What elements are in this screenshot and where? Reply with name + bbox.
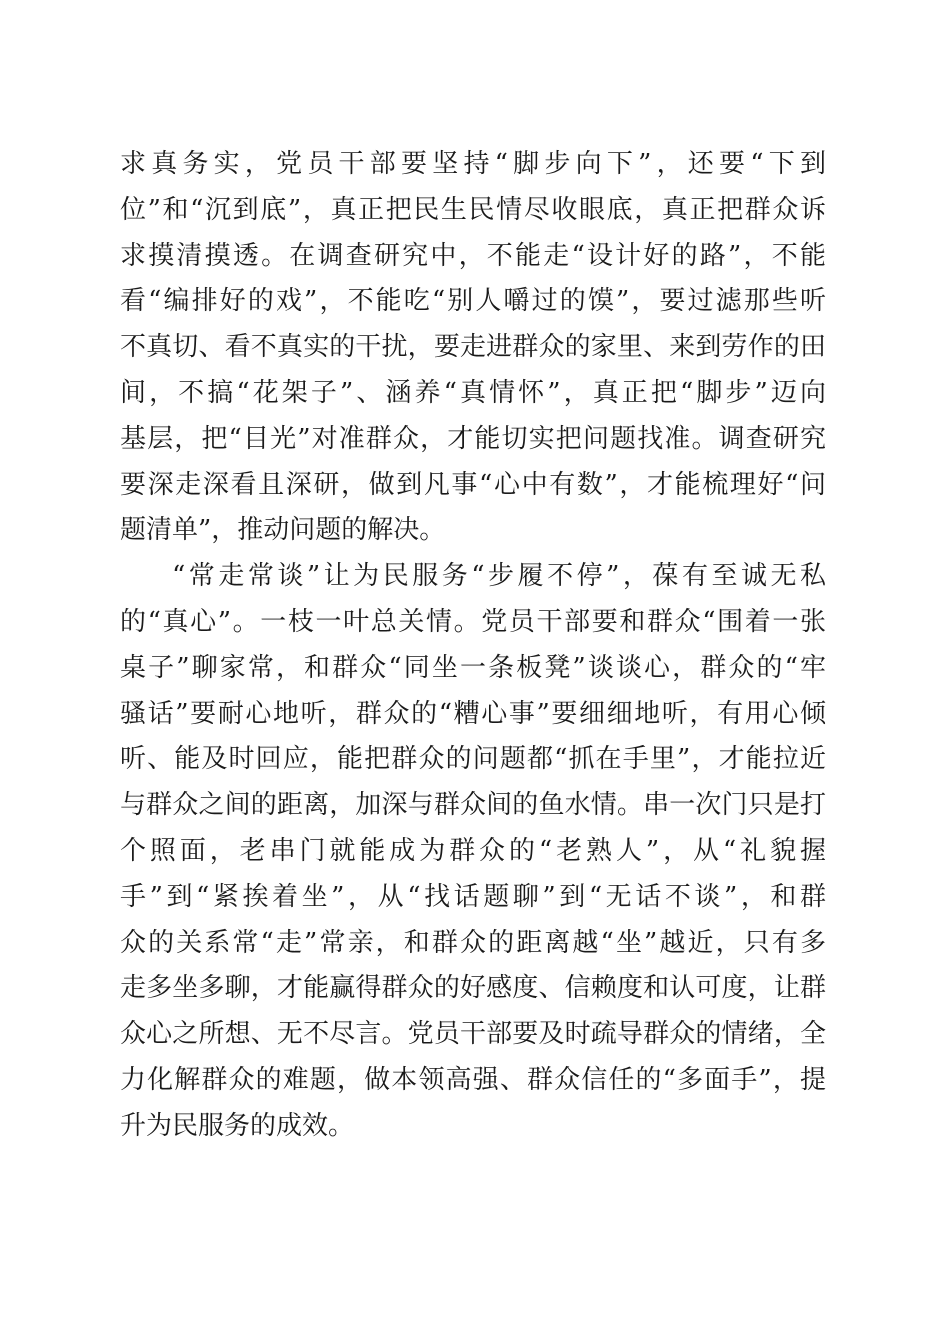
text-line: 升为民服务的成效。 xyxy=(120,1110,355,1141)
text-line: 间，不搞“花架子”、涵养“真情怀”，真正把“脚步”迈向 xyxy=(120,377,826,408)
text-line: 手”到“紧挨着坐”，从“找话题聊”到“无话不谈”，和群 xyxy=(120,881,826,912)
text-line: 走多坐多聊，才能赢得群众的好感度、信赖度和认可度，让群 xyxy=(120,973,826,1004)
text-line: 看“编排好的戏”，不能吃“别人嚼过的馍”，要过滤那些听 xyxy=(120,286,826,317)
paragraph-2 xyxy=(120,554,826,1149)
text-line: 个照面，老串门就能成为群众的“老熟人”，从“礼貌握 xyxy=(120,835,826,866)
text-line: 的“真心”。一枝一叶总关情。党员干部要和群众“围着一张 xyxy=(120,606,826,637)
text-line: 题清单”，推动问题的解决。 xyxy=(120,515,446,546)
text-line: 众的关系常“走”常亲，和群众的距离越“坐”越近，只有多 xyxy=(120,927,826,958)
text-line: 众心之所想、无不尽言。党员干部要及时疏导群众的情绪，全 xyxy=(120,1019,826,1050)
text-line: 要深走深看且深研，做到凡事“心中有数”，才能梳理好“问 xyxy=(120,469,826,500)
paragraph-1 xyxy=(120,142,826,554)
text-line: 求摸清摸透。在调查研究中，不能走“设计好的路”，不能 xyxy=(120,240,826,271)
text-line: 与群众之间的距离，加深与群众间的鱼水情。串一次门只是打 xyxy=(120,790,826,821)
text-line: 骚话”要耐心地听，群众的“糟心事”要细细地听，有用心倾 xyxy=(120,698,826,729)
text-line: 位”和“沉到底”，真正把民生民情尽收眼底，真正把群众诉 xyxy=(120,194,826,225)
text-line: 力化解群众的难题，做本领高强、群众信任的“多面手”，提 xyxy=(120,1064,826,1095)
text-line: 听、能及时回应，能把群众的问题都“抓在手里”，才能拉近 xyxy=(120,744,826,775)
text-line: 求真务实，党员干部要坚持“脚步向下”，还要“下到 xyxy=(120,149,826,179)
document-body xyxy=(120,142,826,1150)
text-line: 基层，把“目光”对准群众，才能切实把问题找准。调查研究 xyxy=(120,423,826,454)
text-line: 不真切、看不真实的干扰，要走进群众的家里、来到劳作的田 xyxy=(120,332,826,363)
text-line: “常走常谈”让为民服务“步履不停”，葆有至诚无私 xyxy=(172,561,826,592)
text-line: 桌子”聊家常，和群众“同坐一条板凳”谈谈心，群众的“牢 xyxy=(120,652,826,683)
